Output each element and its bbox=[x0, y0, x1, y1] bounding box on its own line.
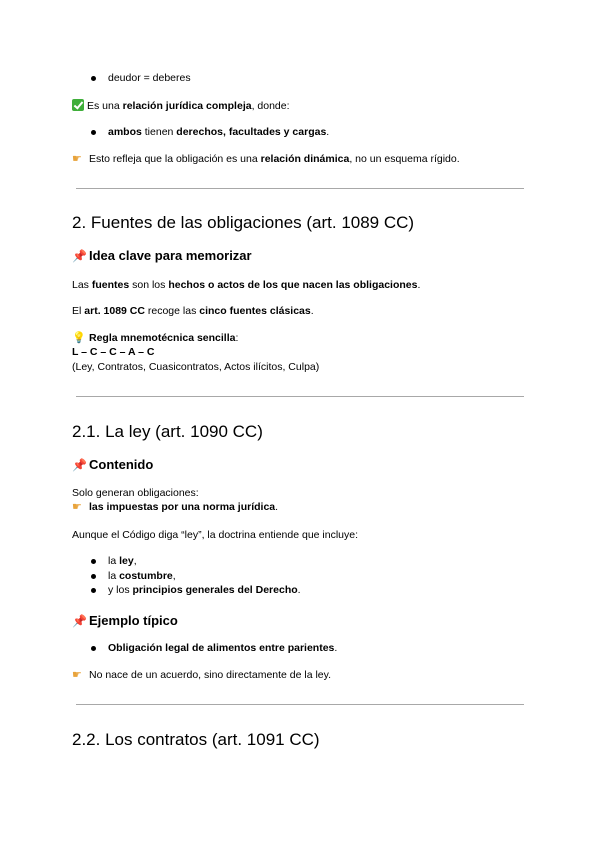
ejemplo-item: Obligación legal de alimentos entre parientes. bbox=[108, 642, 338, 654]
list-item-costumbre: la costumbre, bbox=[108, 570, 176, 582]
pushpin-icon: 📌 bbox=[72, 614, 87, 628]
section-2-1-ejemplo: 📌 Ejemplo típico bbox=[72, 613, 178, 628]
impuestas-line: ☛ las impuestas por una norma jurídica. bbox=[72, 501, 279, 513]
section-2-subtitle: 📌 Idea clave para memorizar bbox=[72, 248, 252, 263]
section-2-2-title: 2.2. Los contratos (art. 1091 CC) bbox=[72, 730, 320, 749]
nace-line: ☛ No nace de un acuerdo, sino directamente de la ley. bbox=[72, 669, 332, 681]
bullet-dot bbox=[91, 559, 96, 564]
section-2-paragraph-2: El art. 1089 CC recoge las cinco fuentes clásicas. bbox=[72, 305, 314, 317]
bullet-dot bbox=[91, 646, 96, 651]
bullet-dot bbox=[91, 76, 96, 81]
mnemonic-code: L – C – C – A – C bbox=[72, 346, 155, 358]
bullet-ambos: ambos tienen derechos, facultades y cargas. bbox=[108, 126, 330, 138]
pointing-hand-icon: ☛ bbox=[72, 501, 82, 513]
list-item-ley: la ley, bbox=[108, 555, 137, 567]
pushpin-icon: 📌 bbox=[72, 458, 87, 472]
pointing-hand-icon: ☛ bbox=[72, 669, 82, 681]
check-line: Es una relación jurídica compleja, donde: bbox=[72, 99, 290, 113]
list-item-principios: y los principios generales del Derecho. bbox=[108, 584, 301, 596]
light-bulb-icon: 💡 bbox=[72, 332, 86, 344]
mnemonic-label: 💡 Regla mnemotécnica sencilla: bbox=[72, 332, 239, 344]
solo-generan: Solo generan obligaciones: bbox=[72, 487, 199, 499]
hand-line: ☛ Esto refleja que la obligación es una relación dinámica, no un esquema rígido. bbox=[72, 153, 460, 165]
divider bbox=[76, 188, 524, 189]
bullet-dot bbox=[91, 130, 96, 135]
pushpin-icon: 📌 bbox=[72, 249, 87, 263]
mnemonic-explanation: (Ley, Contratos, Cuasicontratos, Actos ilícitos, Culpa) bbox=[72, 361, 320, 373]
bullet-dot bbox=[91, 574, 96, 579]
divider bbox=[76, 396, 524, 397]
bullet-dot bbox=[91, 588, 96, 593]
bullet-deudor: deudor = deberes bbox=[108, 72, 191, 84]
divider bbox=[76, 704, 524, 705]
section-2-1-title: 2.1. La ley (art. 1090 CC) bbox=[72, 422, 263, 441]
aunque-line: Aunque el Código diga “ley”, la doctrina entiende que incluye: bbox=[72, 529, 359, 541]
section-2-paragraph-1: Las fuentes son los hechos o actos de los que nacen las obligaciones. bbox=[72, 279, 421, 291]
section-2-1-contenido: 📌 Contenido bbox=[72, 457, 154, 472]
section-2-title: 2. Fuentes de las obligaciones (art. 1089 CC) bbox=[72, 213, 415, 232]
pointing-hand-icon: ☛ bbox=[72, 153, 82, 165]
check-mark-icon bbox=[72, 99, 84, 111]
